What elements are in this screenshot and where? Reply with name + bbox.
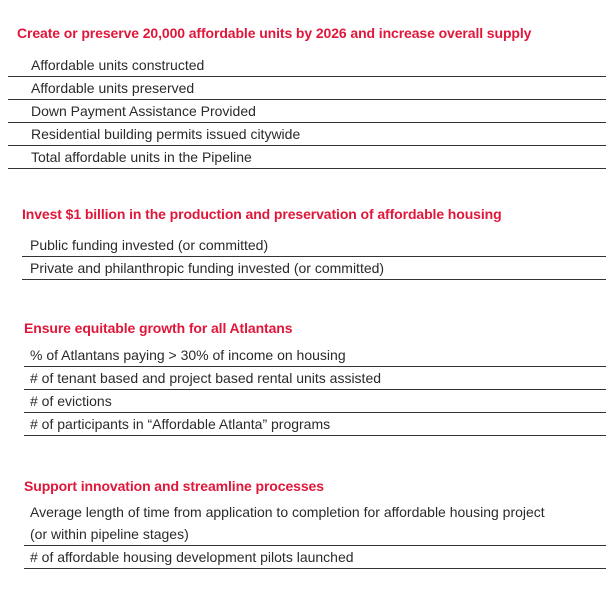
metric-row <box>8 123 606 146</box>
metric-row <box>8 146 606 169</box>
metric-label: Affordable units constructed <box>31 57 205 73</box>
section-1-heading: Create or preserve 20,000 affordable units by 2026 and increase overall supply <box>17 25 532 41</box>
section-3-heading: Ensure equitable growth for all Atlantans <box>24 320 293 336</box>
metric-row <box>24 367 606 390</box>
metric-label: # of tenant based and project based rental units assisted <box>30 370 382 386</box>
section-4-heading: Support innovation and streamline processes <box>24 478 324 494</box>
metric-row <box>24 546 606 569</box>
section-2-heading: Invest $1 billion in the production and preservation of affordable housing <box>22 206 502 222</box>
metric-label: Average length of time from application to completion for affordable housing project <box>30 504 545 520</box>
metric-row <box>22 257 606 280</box>
metric-row <box>24 501 606 546</box>
metric-label: # of evictions <box>30 393 112 409</box>
metric-label: # of affordable housing development pilots launched <box>30 549 354 565</box>
metric-label: Private and philanthropic funding invested (or committed) <box>30 260 385 276</box>
metric-row <box>24 344 606 367</box>
metric-label: Total affordable units in the Pipeline <box>31 149 252 165</box>
metric-row <box>22 234 606 257</box>
metric-label: Residential building permits issued citywide <box>31 126 301 142</box>
metric-label-continued: (or within pipeline stages) <box>30 526 189 542</box>
metric-label: Public funding invested (or committed) <box>30 237 269 253</box>
metric-row <box>8 54 606 77</box>
metric-row <box>24 390 606 413</box>
metric-label: % of Atlantans paying > 30% of income on housing <box>30 347 346 363</box>
metric-label: Affordable units preserved <box>31 80 195 96</box>
metric-label: # of participants in “Affordable Atlanta” programs <box>30 416 331 432</box>
metric-row <box>8 100 606 123</box>
metric-label: Down Payment Assistance Provided <box>31 103 256 119</box>
metric-row <box>8 77 606 100</box>
metric-row <box>24 413 606 436</box>
